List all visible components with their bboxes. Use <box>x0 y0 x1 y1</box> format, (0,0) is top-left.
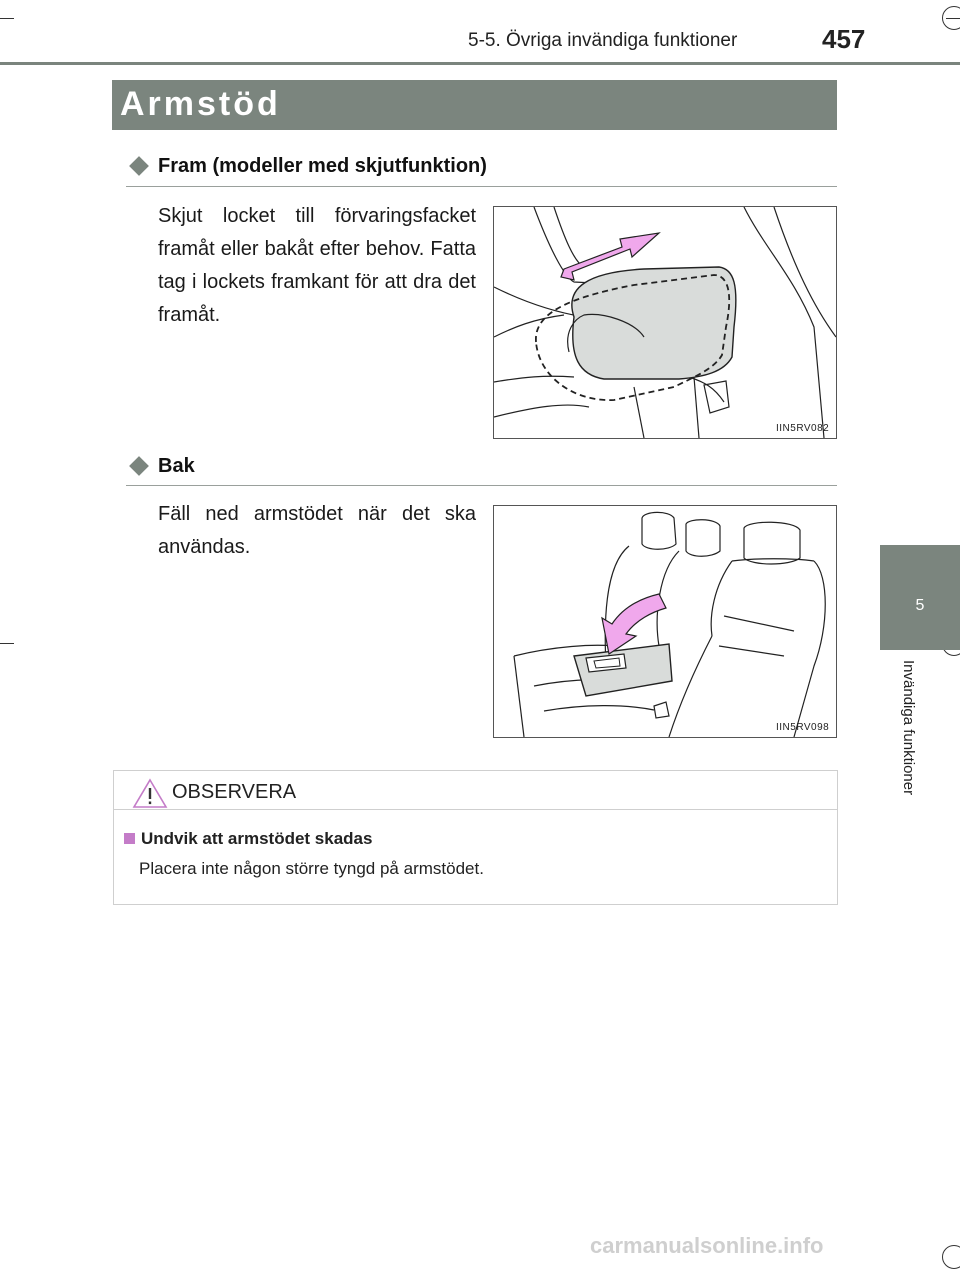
caution-subheading <box>124 829 372 849</box>
title-bar <box>112 80 837 130</box>
chapter-number: 5 <box>915 597 925 614</box>
registration-mark <box>942 1245 960 1269</box>
chapter-label: Invändiga funktioner <box>900 660 917 796</box>
page-title: Armstöd <box>120 85 281 123</box>
watermark: carmanualsonline.info <box>590 1233 824 1258</box>
section-text-front: Skjut locket till förvaringsfacket framåt eller bakåt efter behov. Fatta tag i lockets framkant för att dra det framåt. <box>158 205 476 326</box>
diamond-bullet-icon <box>129 456 149 476</box>
figure-code: IIN5RV082 <box>776 423 830 434</box>
chapter-tab <box>880 545 960 650</box>
registration-mark <box>942 6 960 30</box>
diamond-bullet-icon <box>129 156 149 176</box>
figure-code: IIN5RV098 <box>776 722 830 733</box>
section-heading-text: Fram (modeller med skjutfunktion) <box>158 155 487 177</box>
caution-subheading-text: Undvik att armstödet skadas <box>141 829 373 848</box>
crop-mark <box>0 643 14 644</box>
square-bullet-icon <box>124 833 135 844</box>
section-rule <box>126 186 837 187</box>
header-rule <box>0 62 960 65</box>
front-armrest-illustration <box>494 207 836 438</box>
caution-rule <box>114 809 837 810</box>
section-heading-text: Bak <box>158 455 195 477</box>
caution-text: Placera inte någon större tyngd på armstödet. <box>139 859 484 878</box>
section-heading-front <box>128 155 487 178</box>
page-number: 457 <box>822 24 866 54</box>
figure-front-armrest <box>493 206 837 439</box>
warning-triangle-icon <box>132 777 168 809</box>
rear-armrest-illustration <box>494 506 836 737</box>
section-rule <box>126 485 837 486</box>
section-path: 5-5. Övriga invändiga funktioner <box>468 30 738 51</box>
section-heading-rear <box>128 455 195 478</box>
caution-box <box>113 770 838 905</box>
crop-mark <box>0 18 14 19</box>
figure-rear-armrest <box>493 505 837 738</box>
caution-title: OBSERVERA <box>172 781 297 803</box>
section-text-rear: Fäll ned armstödet när det ska användas. <box>158 503 476 558</box>
